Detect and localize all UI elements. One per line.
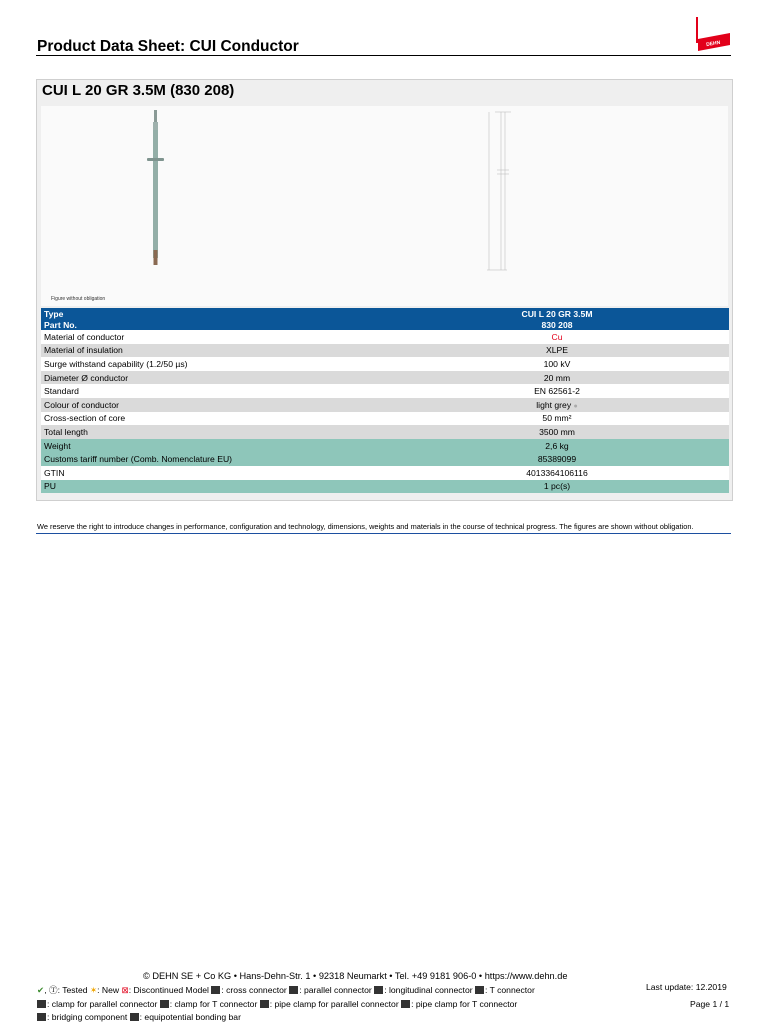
- clamp-parallel-icon: [37, 1000, 46, 1008]
- legend-cross: : cross connector: [221, 985, 287, 995]
- table-row: [41, 412, 729, 426]
- table-header-row: [41, 308, 729, 319]
- header-part-label: Part No.: [41, 319, 385, 330]
- equipotential-bar-icon: [130, 1013, 139, 1021]
- row-value: light grey: [536, 399, 572, 410]
- bridging-component-icon: [37, 1013, 46, 1021]
- row-value: EN 62561-2: [385, 384, 729, 398]
- table-row: [41, 371, 729, 385]
- last-update: Last update: 12.2019: [646, 982, 727, 992]
- legend-discontinued: : Discontinued Model: [128, 985, 209, 995]
- row-value: 85389099: [385, 452, 729, 466]
- company-address: © DEHN SE + Co KG • Hans-Dehn-Str. 1 • 92318 Neumarkt • Tel. +49 9181 906-0 • https://www.dehn.de: [143, 971, 568, 981]
- table-row: [41, 452, 729, 466]
- legend-bridging: : bridging component: [47, 1012, 128, 1022]
- cross-connector-icon: [211, 986, 220, 994]
- row-label: Customs tariff number (Comb. Nomenclature EU): [41, 452, 385, 466]
- row-value: 4013364106116: [385, 466, 729, 480]
- table-row: [41, 344, 729, 358]
- row-value: 100 kV: [385, 357, 729, 371]
- row-value: 20 mm: [385, 371, 729, 385]
- table-row: [41, 398, 729, 412]
- discontinued-icon: ⊠: [121, 985, 129, 995]
- legend: ✔, Ⓣ: Tested ✶: New ⊠: Discontinued Model : cross connector : parallel connector : longitudinal connector : T connector : clamp for parallel connector : clamp for T connector : pipe clamp for parallel connector : pipe clamp for T connector : bridging component : equipotential bonding bar: [37, 985, 535, 1022]
- note-divider: [36, 533, 731, 534]
- legend-parallel: : parallel connector: [299, 985, 372, 995]
- check-icon: ✔: [37, 985, 45, 995]
- technical-drawing: [481, 110, 521, 275]
- product-images: [41, 106, 728, 306]
- legend-clamp-parallel: : clamp for parallel connector: [47, 998, 158, 1009]
- row-label: PU: [41, 480, 385, 494]
- row-value: 3500 mm: [385, 425, 729, 439]
- row-value: Cu: [385, 330, 729, 344]
- pipe-clamp-parallel-icon: [260, 1000, 269, 1008]
- row-label: Diameter Ø conductor: [41, 371, 385, 385]
- row-label: Total length: [41, 425, 385, 439]
- dehn-logo: [696, 17, 730, 51]
- colour-dot-icon: ●: [573, 402, 578, 410]
- row-label: Weight: [41, 439, 385, 453]
- page-number: Page 1 / 1: [690, 999, 730, 1009]
- disclaimer-note: We reserve the right to introduce changes in performance, configuration and technology, dimensions, weights and materials in the course of technical progress. The figures are shown without obligation.: [37, 522, 694, 531]
- logo-text: DEHN: [705, 39, 721, 49]
- row-label: Surge withstand capability (1.2/50 µs): [41, 357, 385, 371]
- header-part-value: 830 208: [541, 319, 573, 330]
- product-title: CUI L 20 GR 3.5M (830 208): [42, 82, 235, 99]
- page-title: Product Data Sheet: CUI Conductor: [37, 38, 299, 55]
- product-card: [36, 79, 733, 501]
- tested-icon: Ⓣ: [48, 985, 58, 995]
- figure-caption: Figure without obligation: [51, 296, 106, 302]
- row-label: Material of insulation: [41, 344, 385, 358]
- row-label: Standard: [41, 384, 385, 398]
- clamp-t-icon: [160, 1000, 169, 1008]
- row-label: Cross-section of core: [41, 412, 385, 426]
- parallel-connector-icon: [289, 986, 298, 994]
- legend-t-connector: : T connector: [484, 985, 535, 995]
- table-row: [41, 357, 729, 371]
- row-label: GTIN: [41, 466, 385, 480]
- row-label: Material of conductor: [41, 330, 385, 344]
- header-type-label: Type: [41, 308, 385, 319]
- row-label: Colour of conductor: [41, 398, 385, 412]
- table-header-row: [41, 319, 729, 330]
- legend-clamp-t: : clamp for T connector: [169, 998, 258, 1009]
- legend-pipe-t: : pipe clamp for T connector: [411, 998, 518, 1009]
- legend-longitudinal: : longitudinal connector: [384, 985, 473, 995]
- table-row: [41, 425, 729, 439]
- legend-pipe-parallel: : pipe clamp for parallel connector: [269, 998, 399, 1009]
- legend-tested: : Tested: [57, 985, 88, 995]
- legend-equipotential: : equipotential bonding bar: [139, 1012, 241, 1022]
- product-photo: [141, 110, 181, 265]
- pipe-clamp-t-icon: [401, 1000, 410, 1008]
- longitudinal-connector-icon: [374, 986, 383, 994]
- table-row: [41, 439, 729, 453]
- header-divider: [36, 55, 731, 56]
- new-icon: ✶: [89, 985, 98, 995]
- table-row: [41, 466, 729, 480]
- table-row: [41, 384, 729, 398]
- legend-new: : New: [97, 985, 120, 995]
- table-row: [41, 480, 729, 494]
- header-type-value: CUI L 20 GR 3.5M: [385, 308, 729, 319]
- row-value: 50 mm²: [385, 412, 729, 426]
- spec-table: [41, 308, 729, 493]
- row-value: 1 pc(s): [385, 480, 729, 494]
- table-row: [41, 330, 729, 344]
- row-value: XLPE: [385, 344, 729, 358]
- t-connector-icon: [475, 986, 484, 994]
- row-value: 2,6 kg: [385, 439, 729, 453]
